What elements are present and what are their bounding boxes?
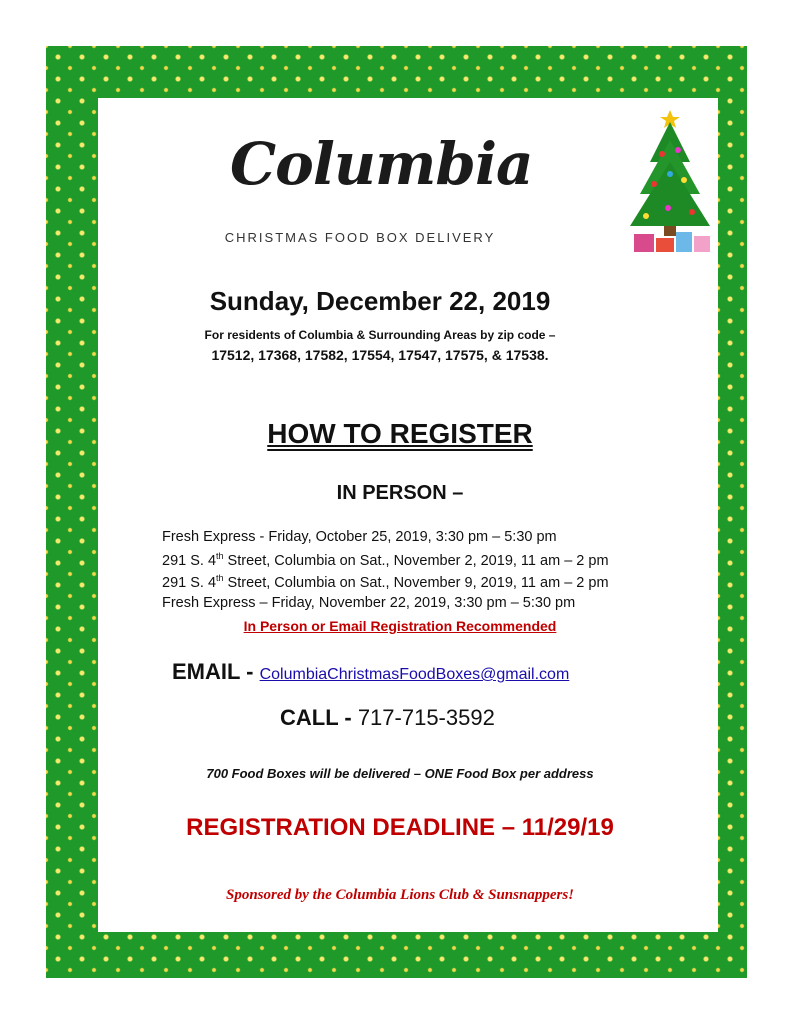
ordinal-suffix: th [216, 573, 224, 583]
schedule-line [162, 551, 609, 569]
schedule-text: Fresh Express – Friday, November 22, 2019, 3:30 pm – 5:30 pm [162, 595, 576, 611]
email-row [172, 659, 569, 685]
call-label: CALL - [280, 705, 358, 730]
sponsor-note: Sponsored by the Columbia Lions Club & Sunsnappers! [225, 887, 574, 903]
schedule-text: Street, Columbia on Sat., November 9, 2019, 11 am – 2 pm [223, 574, 609, 591]
schedule-line [162, 573, 609, 591]
event-date: Sunday, December 22, 2019 [209, 286, 551, 316]
logo-script: Columbia [230, 130, 533, 198]
email-link[interactable]: ColumbiaChristmasFoodBoxes@gmail.com [259, 666, 570, 683]
christmas-tree-icon [622, 104, 718, 260]
recommendation-note: In Person or Email Registration Recommended [243, 618, 557, 634]
boxes-note: 700 Food Boxes will be delivered – ONE Food Box per address [206, 766, 594, 781]
schedule-line [162, 529, 557, 545]
call-row [280, 705, 495, 731]
how-to-register-heading [100, 418, 700, 450]
schedule-text: Fresh Express - Friday, October 25, 2019, 3:30 pm – 5:30 pm [162, 529, 557, 545]
schedule-text: Street, Columbia on Sat., November 2, 2019, 11 am – 2 pm [223, 552, 609, 569]
in-person-heading: IN PERSON – [336, 482, 464, 504]
logo-subtitle: CHRISTMAS FOOD BOX DELIVERY [224, 230, 496, 245]
email-label: EMAIL - [172, 659, 260, 684]
schedule-text: 291 S. 4 [162, 574, 217, 591]
residents-note: For residents of Columbia & Surrounding Areas by zip code – [204, 328, 556, 342]
schedule-text: 291 S. 4 [162, 552, 217, 569]
schedule-line [162, 595, 575, 611]
how-to-register-text: HOW TO REGISTER [267, 418, 533, 449]
zip-codes: 17512, 17368, 17582, 17554, 17547, 17575, & 17538. [211, 347, 549, 363]
phone-number: 717-715-3592 [357, 705, 495, 730]
ordinal-suffix: th [216, 551, 224, 561]
registration-deadline: REGISTRATION DEADLINE – 11/29/19 [186, 814, 614, 841]
